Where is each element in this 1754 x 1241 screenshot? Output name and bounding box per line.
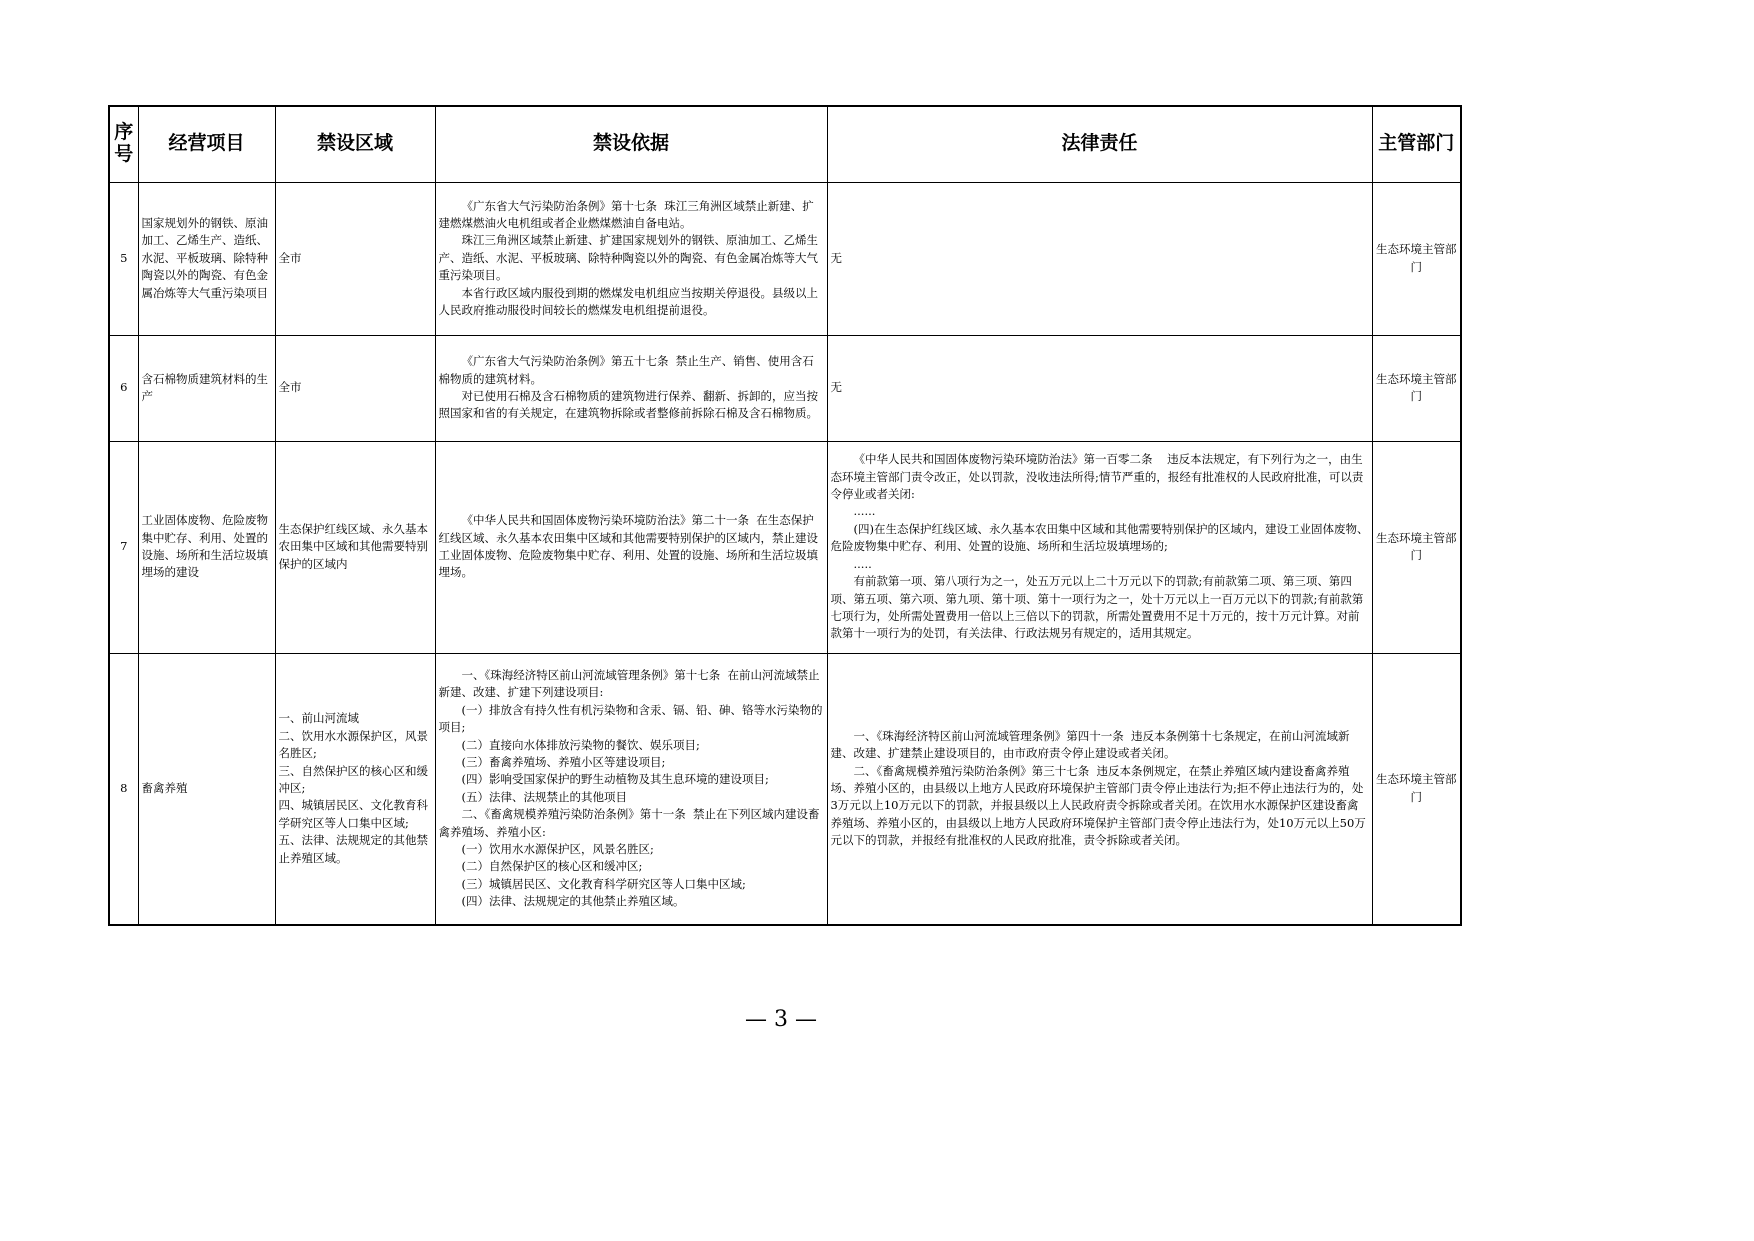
zone-line: 五、法律、法规规定的其他禁止养殖区域。: [278, 833, 428, 865]
regulation-table: [108, 105, 1462, 926]
liability-line: 无: [830, 380, 842, 395]
basis-paragraph: (一）饮用水水源保护区，风景名胜区;: [461, 841, 654, 856]
basis-paragraph: 本省行政区域内服役到期的燃煤发电机组应当按期关停退役。县级以上人民政府推动服役时间较长的燃煤发电机组提前退役。: [438, 285, 818, 318]
row-project: 含石棉物质建筑材料的生产: [138, 335, 275, 441]
basis-paragraph: 《广东省大气污染防治条例》第五十七条 禁止生产、销售、使用含石棉物质的建筑材料。: [438, 354, 814, 386]
row-project: 畜禽养殖: [138, 653, 275, 925]
basis-paragraph: (四）影响受国家保护的野生动植物及其生息环境的建设项目;: [461, 772, 769, 787]
basis-paragraph: 《中华人民共和国固体废物污染环境防治法》第二十一条 在生态保护红线区域、永久基本农田集中区域和其他需要特别保护的区域内，禁止建设工业固体废物、危险废物集中贮存、利用、处置的设施、场所和生活垃圾填埋场。: [438, 513, 818, 580]
basis-paragraph: (三）城镇居民区、文化教育科学研究区等人口集中区域;: [461, 876, 746, 891]
header-idx: 序号: [109, 106, 138, 182]
table-row: [109, 182, 1461, 335]
basis-paragraph: (二）直接向水体排放污染物的餐饮、娱乐项目;: [461, 737, 700, 752]
header-row: [109, 106, 1461, 182]
zone-line: 全市: [278, 380, 302, 395]
row-liability: [827, 335, 1372, 441]
zone-line: 二、饮用水水源保护区，风景名胜区;: [278, 728, 428, 761]
liability-paragraph: 二、《畜禽规模养殖污染防治条例》第三十七条 违反本条例规定，在禁止养殖区域内建设畜禽养殖场、养殖小区的，由县级以上地方人民政府环境保护主管部门责令停止违法行为;拒不停止违法行为的，处3万元以上10万元以下的罚款，并报县级以上人民政府责令拆除或者关闭。在饮用水水源保护区建设畜禽养殖场、养殖小区的，由县级以上地方人民政府环境保护主管部门责令停止违法行为，处10万元以上50万元以下的罚款，并报经有批准权的人民政府批准，责令拆除或者关闭。: [830, 763, 1366, 848]
row-zone: [275, 653, 435, 925]
row-idx: 8: [109, 653, 138, 925]
row-project: 工业固体废物、危险废物集中贮存、利用、处置的设施、场所和生活垃圾填埋场的建设: [138, 441, 275, 653]
row-liability: [827, 182, 1372, 335]
row-basis: [435, 441, 827, 653]
header-zone: 禁设区域: [275, 106, 435, 182]
liability-line: 无: [830, 250, 842, 265]
liability-paragraph: 一、《珠海经济特区前山河流域管理条例》第四十一条 违反本条例第十七条规定，在前山河流域新建、改建、扩建禁止建设项目的，由市政府责令停止建设或者关闭。: [830, 728, 1350, 761]
row-zone: [275, 441, 435, 653]
liability-paragraph: 有前款第一项、第八项行为之一，处五万元以上二十万元以下的罚款;有前款第二项、第三项、第四项、第五项、第六项、第九项、第十项、第十一项行为之一，处十万元以上一百万元以下的罚款;有前款第七项行为，处所需处置费用一倍以上三倍以下的罚款，所需处置费用不足十万元的，按十万元计算。对前款第十一项行为的处罚，有关法律、行政法规另有规定的，适用其规定。: [830, 574, 1364, 641]
row-dept: 生态环境主管部门: [1372, 441, 1461, 653]
header-dept: 主管部门: [1372, 106, 1461, 182]
page-number: — 3 —: [745, 1007, 817, 1032]
zone-line: 生态保护红线区域、永久基本农田集中区域和其他需要特别保护的区域内: [278, 521, 428, 571]
row-idx: 7: [109, 441, 138, 653]
basis-paragraph: (二）自然保护区的核心区和缓冲区;: [461, 859, 643, 874]
table-row: [109, 335, 1461, 441]
basis-paragraph: 珠江三角洲区域禁止新建、扩建国家规划外的钢铁、原油加工、乙烯生产、造纸、水泥、平板玻璃、除特种陶瓷以外的陶瓷、有色金属冶炼等大气重污染项目。: [438, 233, 818, 283]
basis-paragraph: 一、《珠海经济特区前山河流域管理条例》第十七条 在前山河流域禁止新建、改建、扩建下列建设项目:: [438, 667, 820, 700]
row-liability: [827, 441, 1372, 653]
basis-paragraph: 《广东省大气污染防治条例》第十七条 珠江三角洲区域禁止新建、扩建燃煤燃油火电机组或者企业燃煤燃油自备电站。: [438, 198, 814, 230]
liability-paragraph: (四)在生态保护红线区域、永久基本农田集中区域和其他需要特别保护的区域内，建设工业固体废物、危险废物集中贮存、利用、处置的设施、场所和生活垃圾填埋场的;: [830, 521, 1369, 554]
liability-paragraph: .....: [853, 556, 872, 571]
row-dept: 生态环境主管部门: [1372, 653, 1461, 925]
table-row: [109, 441, 1461, 653]
row-zone: [275, 182, 435, 335]
zone-line: 一、前山河流域: [278, 711, 359, 726]
liability-paragraph: ......: [853, 504, 876, 519]
zone-line: 全市: [278, 250, 302, 265]
header-basis: 禁设依据: [435, 106, 827, 182]
row-basis: [435, 182, 827, 335]
liability-paragraph: 《中华人民共和国固体废物污染环境防治法》第一百零二条 违反本法规定，有下列行为之一，由生态环境主管部门责令改正，处以罚款，没收违法所得;情节严重的，报经有批准权的人民政府批准，可以责令停业或者关闭:: [830, 452, 1364, 502]
row-liability: [827, 653, 1372, 925]
basis-paragraph: 二、《畜禽规模养殖污染防治条例》第十一条 禁止在下列区域内建设畜禽养殖场、养殖小区:: [438, 807, 820, 839]
row-idx: 6: [109, 335, 138, 441]
basis-paragraph: (四）法律、法规规定的其他禁止养殖区域。: [461, 894, 685, 909]
row-basis: [435, 653, 827, 925]
zone-line: 三、自然保护区的核心区和缓冲区;: [278, 763, 428, 796]
table-row: [109, 653, 1461, 925]
basis-paragraph: (一）排放含有持久性有机污染物和含汞、镉、铅、砷、铬等水污染物的项目;: [438, 702, 823, 735]
basis-paragraph: (五）法律、法规禁止的其他项目: [461, 789, 627, 804]
row-dept: 生态环境主管部门: [1372, 335, 1461, 441]
row-basis: [435, 335, 827, 441]
row-zone: [275, 335, 435, 441]
basis-paragraph: 对已使用石棉及含石棉物质的建筑物进行保养、翻新、拆卸的，应当按照国家和省的有关规定，在建筑物拆除或者整修前拆除石棉及含石棉物质。: [438, 389, 818, 421]
header-liability: 法律责任: [827, 106, 1372, 182]
row-idx: 5: [109, 182, 138, 335]
basis-paragraph: (三）畜禽养殖场、养殖小区等建设项目;: [461, 754, 666, 769]
header-project: 经营项目: [138, 106, 275, 182]
row-dept: 生态环境主管部门: [1372, 182, 1461, 335]
zone-line: 四、城镇居民区、文化教育科学研究区等人口集中区域;: [278, 798, 428, 830]
row-project: 国家规划外的钢铁、原油加工、乙烯生产、造纸、水泥、平板玻璃、除特种陶瓷以外的陶瓷、有色金属冶炼等大气重污染项目: [138, 182, 275, 335]
